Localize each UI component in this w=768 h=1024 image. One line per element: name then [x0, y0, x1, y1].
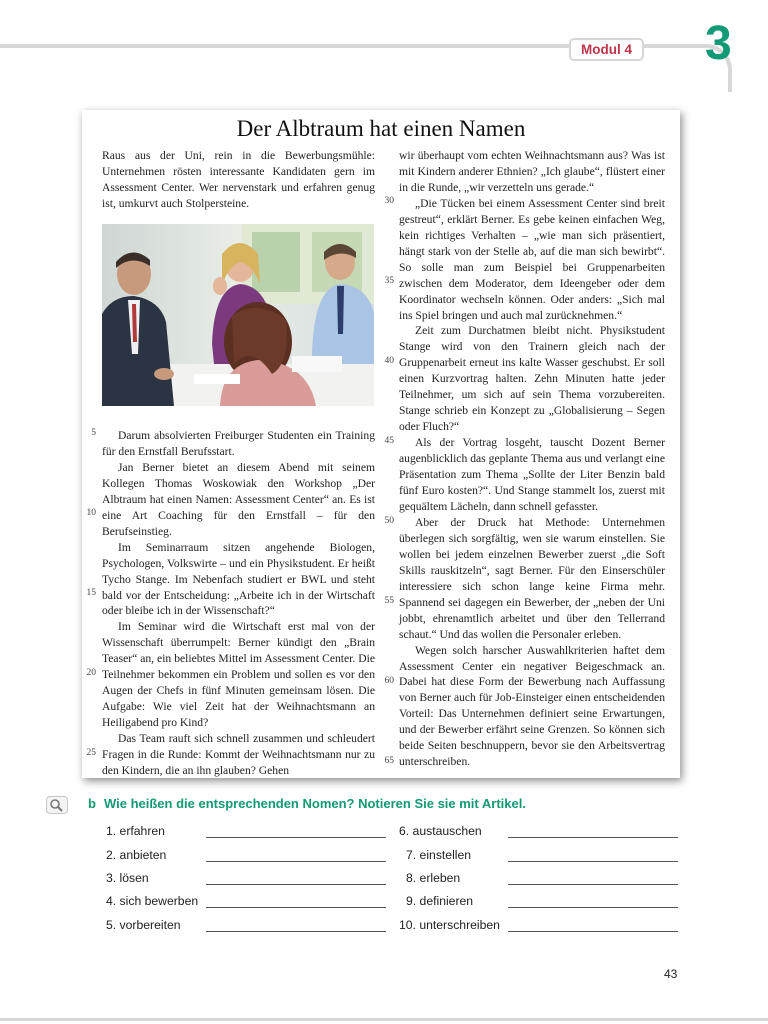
paragraph: wir überhaupt vom echten Weihnachtsmann aus? Was ist mit Kindern anderer Ethnien? „Ich glaube“, flüstert einer in die Runde, „wir verzetteln uns gerade.“: [399, 149, 665, 194]
line-number: 25: [86, 748, 96, 758]
group-discussion-photo: [102, 224, 374, 406]
line-numbers-left: [82, 110, 96, 778]
line-number: 60: [384, 676, 394, 686]
article-intro: [102, 148, 375, 212]
paragraph: Darum absolvierten Freiburger Studenten ein Training für den Ernstfall Berufsstart.: [102, 429, 375, 458]
exercise-item: 6. austauschen: [399, 824, 482, 838]
answer-line[interactable]: [508, 884, 678, 885]
intro-paragraph: Raus aus der Uni, rein in die Bewerbungsmühle: Unternehmen rösten interessante Kandidaten gern im Assessment Center. Wer nervenstark und erfahren genug ist, umkurvt auch Stolpersteine.: [102, 149, 375, 210]
answer-line[interactable]: [508, 837, 678, 838]
paragraph: Im Seminarraum sitzen angehende Biologen, Psychologen, Volkswirte – und ein Physikstudent. Er heißt Tycho Stange. Im Nebenfach studiert er BWL und steht bald vor der Entscheidung: „Arbeite ich in der Wirtschaft oder bleibe ich in der Wissenschaft?“: [102, 540, 375, 618]
answer-line[interactable]: [206, 884, 386, 885]
line-number: 40: [384, 356, 394, 366]
exercise-item: 3. lösen: [106, 871, 149, 885]
line-number: 35: [384, 276, 394, 286]
exercise-item: 7. einstellen: [406, 848, 472, 862]
answer-line[interactable]: [206, 861, 386, 862]
exercise-item: 1. erfahren: [106, 824, 165, 838]
paragraph: Zeit zum Durchatmen bleibt nicht. Physikstudent Stange wird von den Trainern gleich nach der Gruppenarbeit erneut ins kalte Wasser geschubst. Er soll einen Kurzvortrag halten. Zehn Minuten hatte jeder Teilnehmer, um sich auf sein Thema vorzubereiten. Stange schrieb ein Konzept zu „Globalisierung – Segen oder Fluch?“: [399, 324, 665, 434]
paragraph: Jan Berner bietet an diesem Abend mit seinem Kollegen Thomas Woskowiak den Workshop „Der Albtraum hat einen Namen: Assessment Center“ an. Es ist eine Art Coaching für den Ernstfall – für den Berufseinstieg.: [102, 460, 375, 538]
line-number: 55: [384, 596, 394, 606]
article-title: Der Albtraum hat einen Namen: [236, 116, 526, 141]
module-badge: Modul 4: [569, 38, 644, 61]
exercise-letter: b: [88, 796, 96, 811]
article-box: [82, 110, 680, 778]
footer-rule: [0, 1018, 768, 1021]
line-number: 20: [86, 668, 96, 678]
exercise-item: 9. definieren: [406, 894, 474, 908]
exercise-item: 10. unterschreiben: [399, 918, 500, 932]
line-number: 65: [384, 756, 394, 766]
exercise-instruction: Wie heißen die entsprechenden Nomen? Notieren Sie sie mit Artikel.: [103, 796, 526, 811]
paragraph: Im Seminar wird die Wirtschaft erst mal von der Wissenschaft überrumpelt: Berner kündigt den „Brain Teaser“ an, ein beliebtes Mittel im Assessment Center. Die Teilnehmer bekommen ein Problem und sollen es vor den Augen der Chefs in fünf Minuten gemeinsam lösen. Die Aufgabe: Wie viel Zeit hat der Weihnachtsmann an Heiligabend pro Kind?: [102, 620, 375, 730]
exercise-item: 8. erleben: [406, 871, 461, 885]
answer-line[interactable]: [508, 861, 678, 862]
right-column-body: [399, 148, 665, 770]
answer-line[interactable]: [206, 907, 386, 908]
answer-line[interactable]: [508, 907, 678, 908]
line-number: 30: [384, 196, 394, 206]
exercise-heading: [88, 796, 526, 811]
paragraph: Als der Vortrag losgeht, tauscht Dozent Berner augenblicklich das geplante Thema aus und verlangt eine Präsentation zum Thema „Sollte der Liter Benzin bald fünf Euro kosten?“. Und Stange stammelt los, zuerst mit gequältem Lächeln, dann schnell gefasster.: [399, 436, 665, 513]
magnifier-icon: [46, 796, 68, 814]
line-number: 45: [384, 436, 394, 446]
line-number: 15: [86, 588, 96, 598]
page-number: 43: [664, 967, 678, 981]
line-numbers-right: [380, 110, 396, 778]
answer-line[interactable]: [508, 931, 678, 932]
line-number: 50: [384, 516, 394, 526]
line-number: 10: [86, 508, 96, 518]
answer-line[interactable]: [206, 931, 386, 932]
article-photo: [102, 224, 374, 406]
paragraph: Aber der Druck hat Methode: Unternehmen überlegen sich sorgfältig, wen sie warum einstellen. Sie wollen bei jedem einzelnen Bewerber zuerst „die Soft Skills rauskitzeln“, sagt Berner. Für den Einserschüler interessiere sich schon lange keine Firma mehr. Spannend sei dagegen ein Bewerber, der „neben der Uni jobbt, ehrenamtlich arbeitet und über den Tellerrand schaut.“ Und das wollen die Personaler erleben.: [399, 515, 665, 641]
exercise-item: 5. vorbereiten: [106, 918, 181, 932]
paragraph: Das Team rauft sich schnell zusammen und schleudert Fragen in die Runde: Kommt der Weihnachtsmann nur zu den Kindern, die an ihn glauben? Gehen: [102, 732, 375, 778]
left-column-body: [102, 428, 375, 779]
paragraph: „Die Tücken bei einem Assessment Center sind breit gestreut“, erklärt Berner. Es gebe keinen einfachen Weg, kein richtiges Verhalten – „wie man sich präsentiert, hängt stark von der Stelle ab, auf die man sich bewirbt“. So solle man zum Beispiel bei Gruppenarbeiten zwischen dem Moderator, dem Ideengeber oder dem Koordinator wechseln können. Oder anders: „Sich mal ins Spiel bringen und auch mal zurücknehmen.“: [399, 196, 665, 322]
paragraph: Wegen solch harscher Auswahlkriterien haftet dem Assessment Center ein negativer Beigeschmack an. Dabei hat diese Form der Bewerbung nach Auffassung von Berner auch für Job-Einsteiger einen entscheidenden Vorteil: Das Unternehmen definiert seine Erwartungen, und der Bewerber erfährt seine Grenzen. So können sich beide Seiten beschnuppern, bevor sie den Arbeitsvertrag unterschreiben.: [399, 643, 665, 769]
answer-line[interactable]: [206, 837, 386, 838]
exercise-item: 4. sich bewerben: [106, 894, 199, 908]
chapter-number: 3: [705, 17, 732, 70]
exercise-item: 2. anbieten: [106, 848, 167, 862]
line-number: 5: [91, 428, 96, 438]
